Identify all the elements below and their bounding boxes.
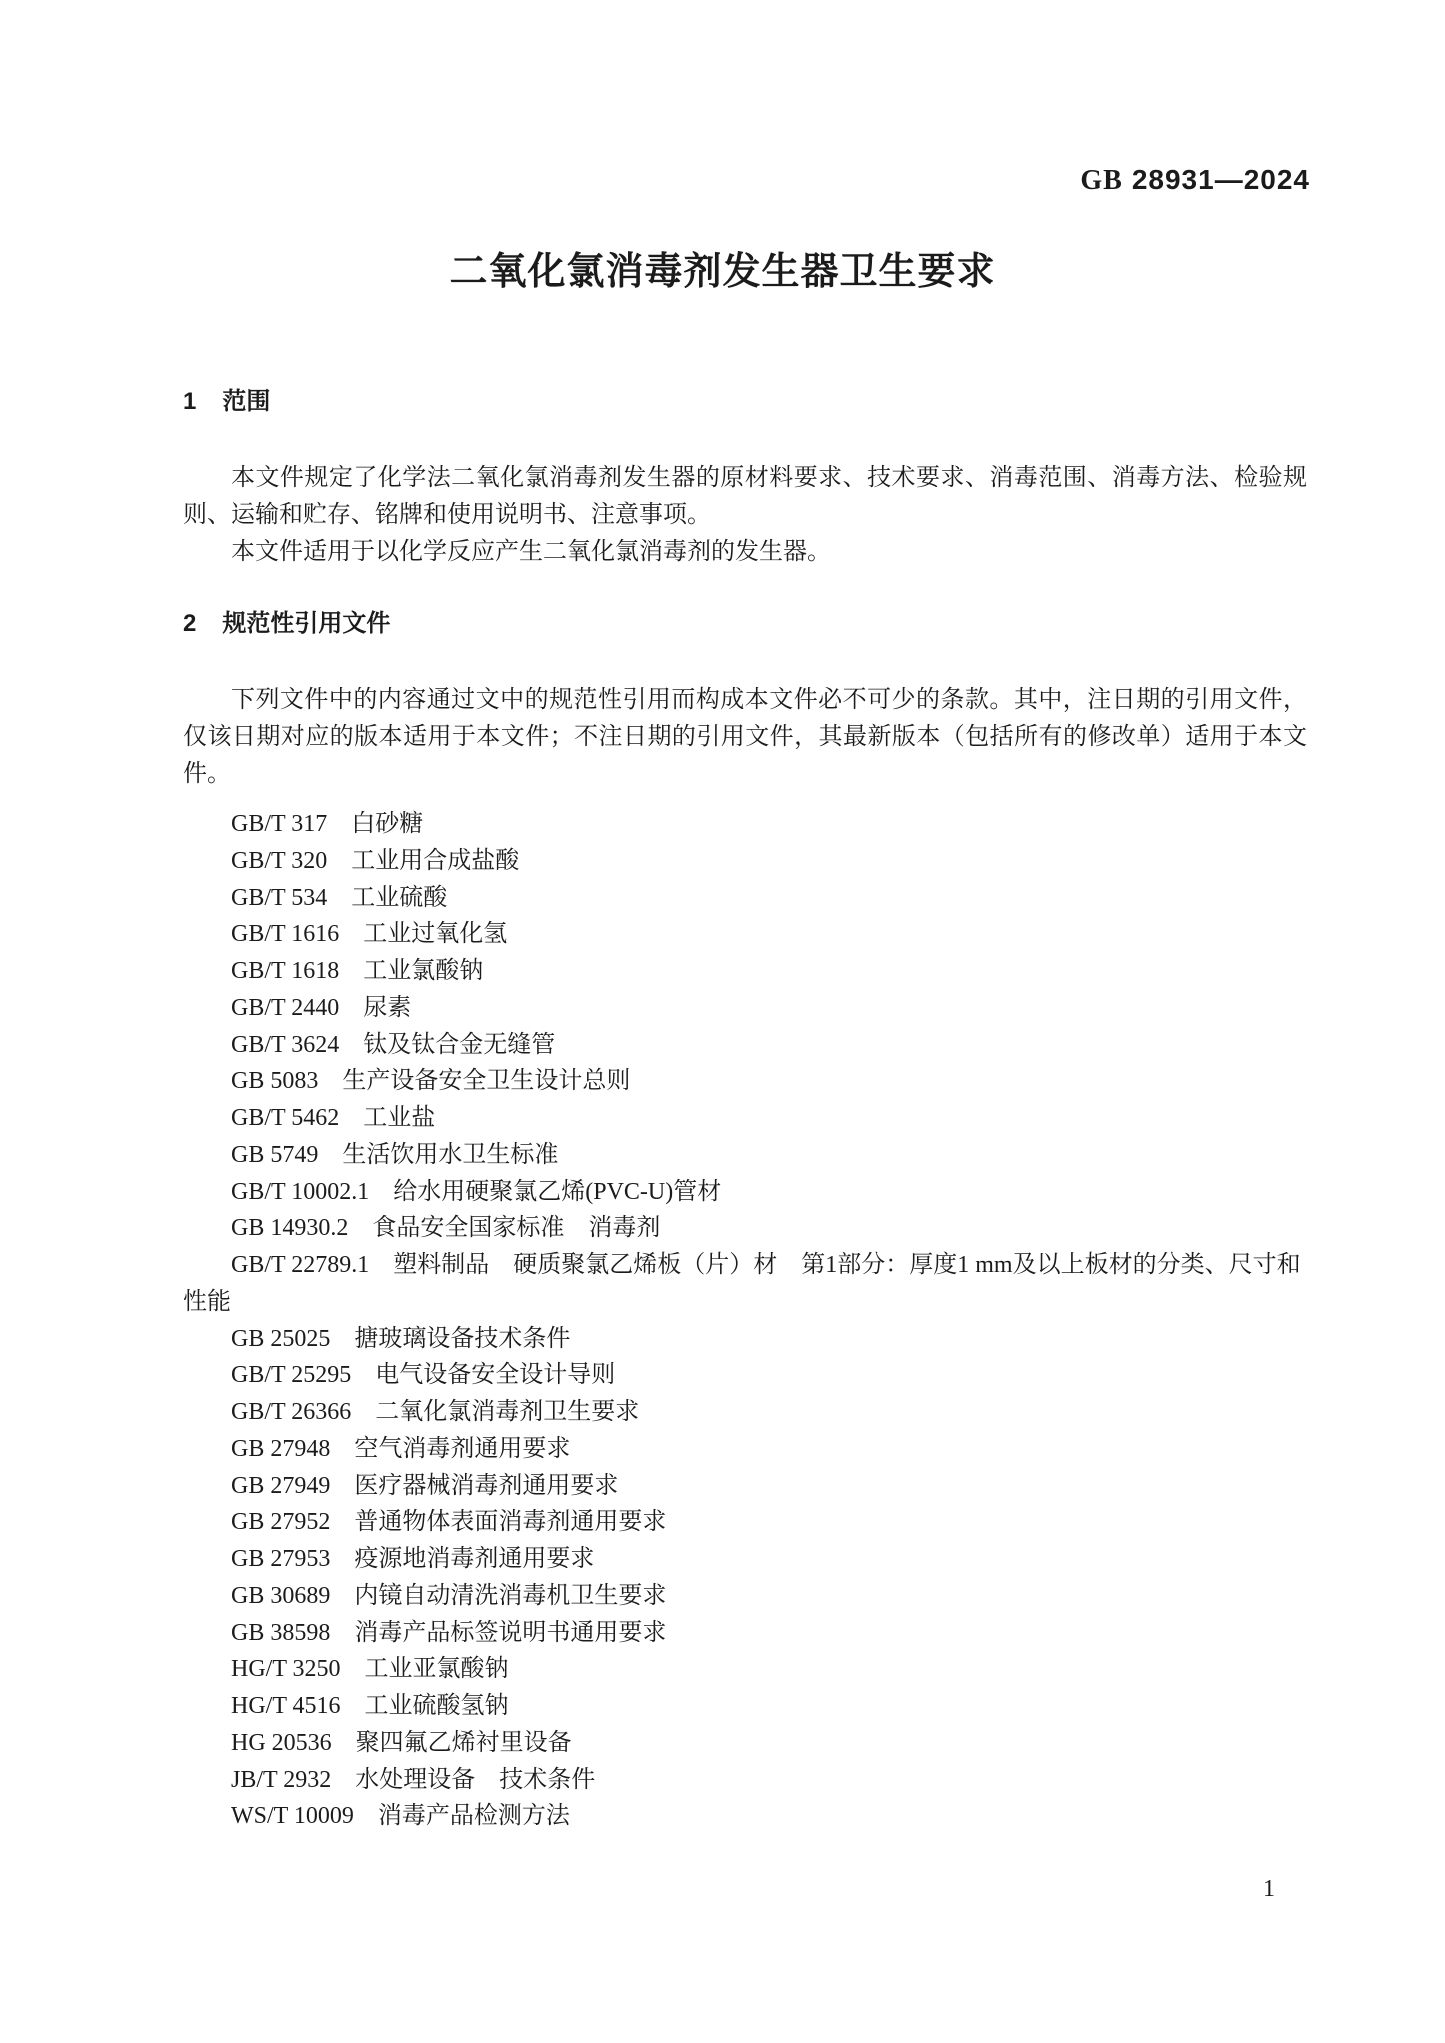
- reference-item: GB/T 320 工业用合成盐酸: [231, 847, 520, 874]
- paragraph: 本文件适用于以化学反应产生二氧化氯消毒剂的发生器。: [231, 538, 831, 565]
- section-2-heading: [183, 609, 390, 639]
- paragraph: 下列文件中的内容通过文中的规范性引用而构成本文件必不可少的条款。其中，注日期的引用文件，仅该日期对应的版本适用于本文件；不注日期的引用文件，其最新版本（包括所有的修改单）适用于本文件。: [183, 687, 1307, 787]
- section-2-number: 2: [183, 610, 197, 637]
- section-1-heading: [183, 387, 270, 417]
- reference-item: GB 27952 普通物体表面消毒剂通用要求: [231, 1509, 667, 1536]
- reference-item: HG/T 4516 工业硫酸氢钠: [231, 1693, 509, 1719]
- reference-item: GB/T 3624 钛及钛合金无缝管: [231, 1031, 556, 1058]
- reference-item: GB 27953 疫源地消毒剂通用要求: [231, 1546, 595, 1572]
- reference-item: GB/T 2440 尿素: [231, 994, 412, 1021]
- section-2-intro: [183, 682, 1307, 792]
- standard-code-prefix: GB: [1080, 165, 1123, 196]
- reference-item: GB/T 1618 工业氯酸钠: [231, 958, 484, 984]
- section-1-title: 范围: [222, 388, 271, 415]
- normative-references-list: [183, 806, 1307, 1835]
- standard-code: [1080, 164, 1310, 197]
- reference-item: JB/T 2932 水处理设备 技术条件: [231, 1766, 596, 1793]
- reference-item: GB/T 22789.1 塑料制品 硬质聚氯乙烯板（片）材 第1部分：厚度1 mm及以上板材的分类、尺寸和性能: [183, 1252, 1301, 1315]
- reference-item: GB/T 317 白砂糖: [231, 811, 424, 837]
- section-2-title: 规范性引用文件: [222, 610, 391, 637]
- reference-item: GB 25025 搪玻璃设备技术条件: [231, 1325, 571, 1352]
- reference-item: HG/T 3250 工业亚氯酸钠: [231, 1656, 509, 1683]
- reference-item: GB 38598 消毒产品标签说明书通用要求: [231, 1619, 667, 1646]
- document-title: 二氧化氯消毒剂发生器卫生要求: [449, 251, 996, 293]
- reference-item: GB/T 25295 电气设备安全设计导则: [231, 1362, 616, 1389]
- reference-item: GB 27948 空气消毒剂通用要求: [231, 1435, 571, 1462]
- reference-item: GB 27949 医疗器械消毒剂通用要求: [231, 1472, 619, 1499]
- reference-item: GB 5083 生产设备安全卫生设计总则: [231, 1068, 631, 1095]
- reference-item: GB/T 10002.1 给水用硬聚氯乙烯(PVC-U)管材: [231, 1178, 722, 1205]
- reference-item: GB/T 1616 工业过氧化氢: [231, 921, 508, 948]
- reference-item: GB 30689 内镜自动清洗消毒机卫生要求: [231, 1582, 667, 1609]
- reference-item: GB/T 534 工业硫酸: [231, 884, 448, 911]
- standard-code-number: 28931—2024: [1131, 164, 1310, 195]
- reference-item: GB 14930.2 食品安全国家标准 消毒剂: [231, 1215, 661, 1242]
- section-1-number: 1: [183, 388, 197, 415]
- paragraph: 本文件规定了化学法二氧化氯消毒剂发生器的原材料要求、技术要求、消毒范围、消毒方法、检验规则、运输和贮存、铭牌和使用说明书、注意事项。: [183, 465, 1307, 528]
- page-number: 1: [1263, 1876, 1275, 1902]
- reference-item: HG 20536 聚四氟乙烯衬里设备: [231, 1729, 572, 1756]
- reference-item: GB/T 5462 工业盐: [231, 1105, 436, 1131]
- reference-item: GB 5749 生活饮用水卫生标准: [231, 1141, 559, 1168]
- section-1-body: [183, 460, 1307, 570]
- reference-item: GB/T 26366 二氧化氯消毒剂卫生要求: [231, 1399, 640, 1425]
- reference-item: WS/T 10009 消毒产品检测方法: [231, 1803, 570, 1830]
